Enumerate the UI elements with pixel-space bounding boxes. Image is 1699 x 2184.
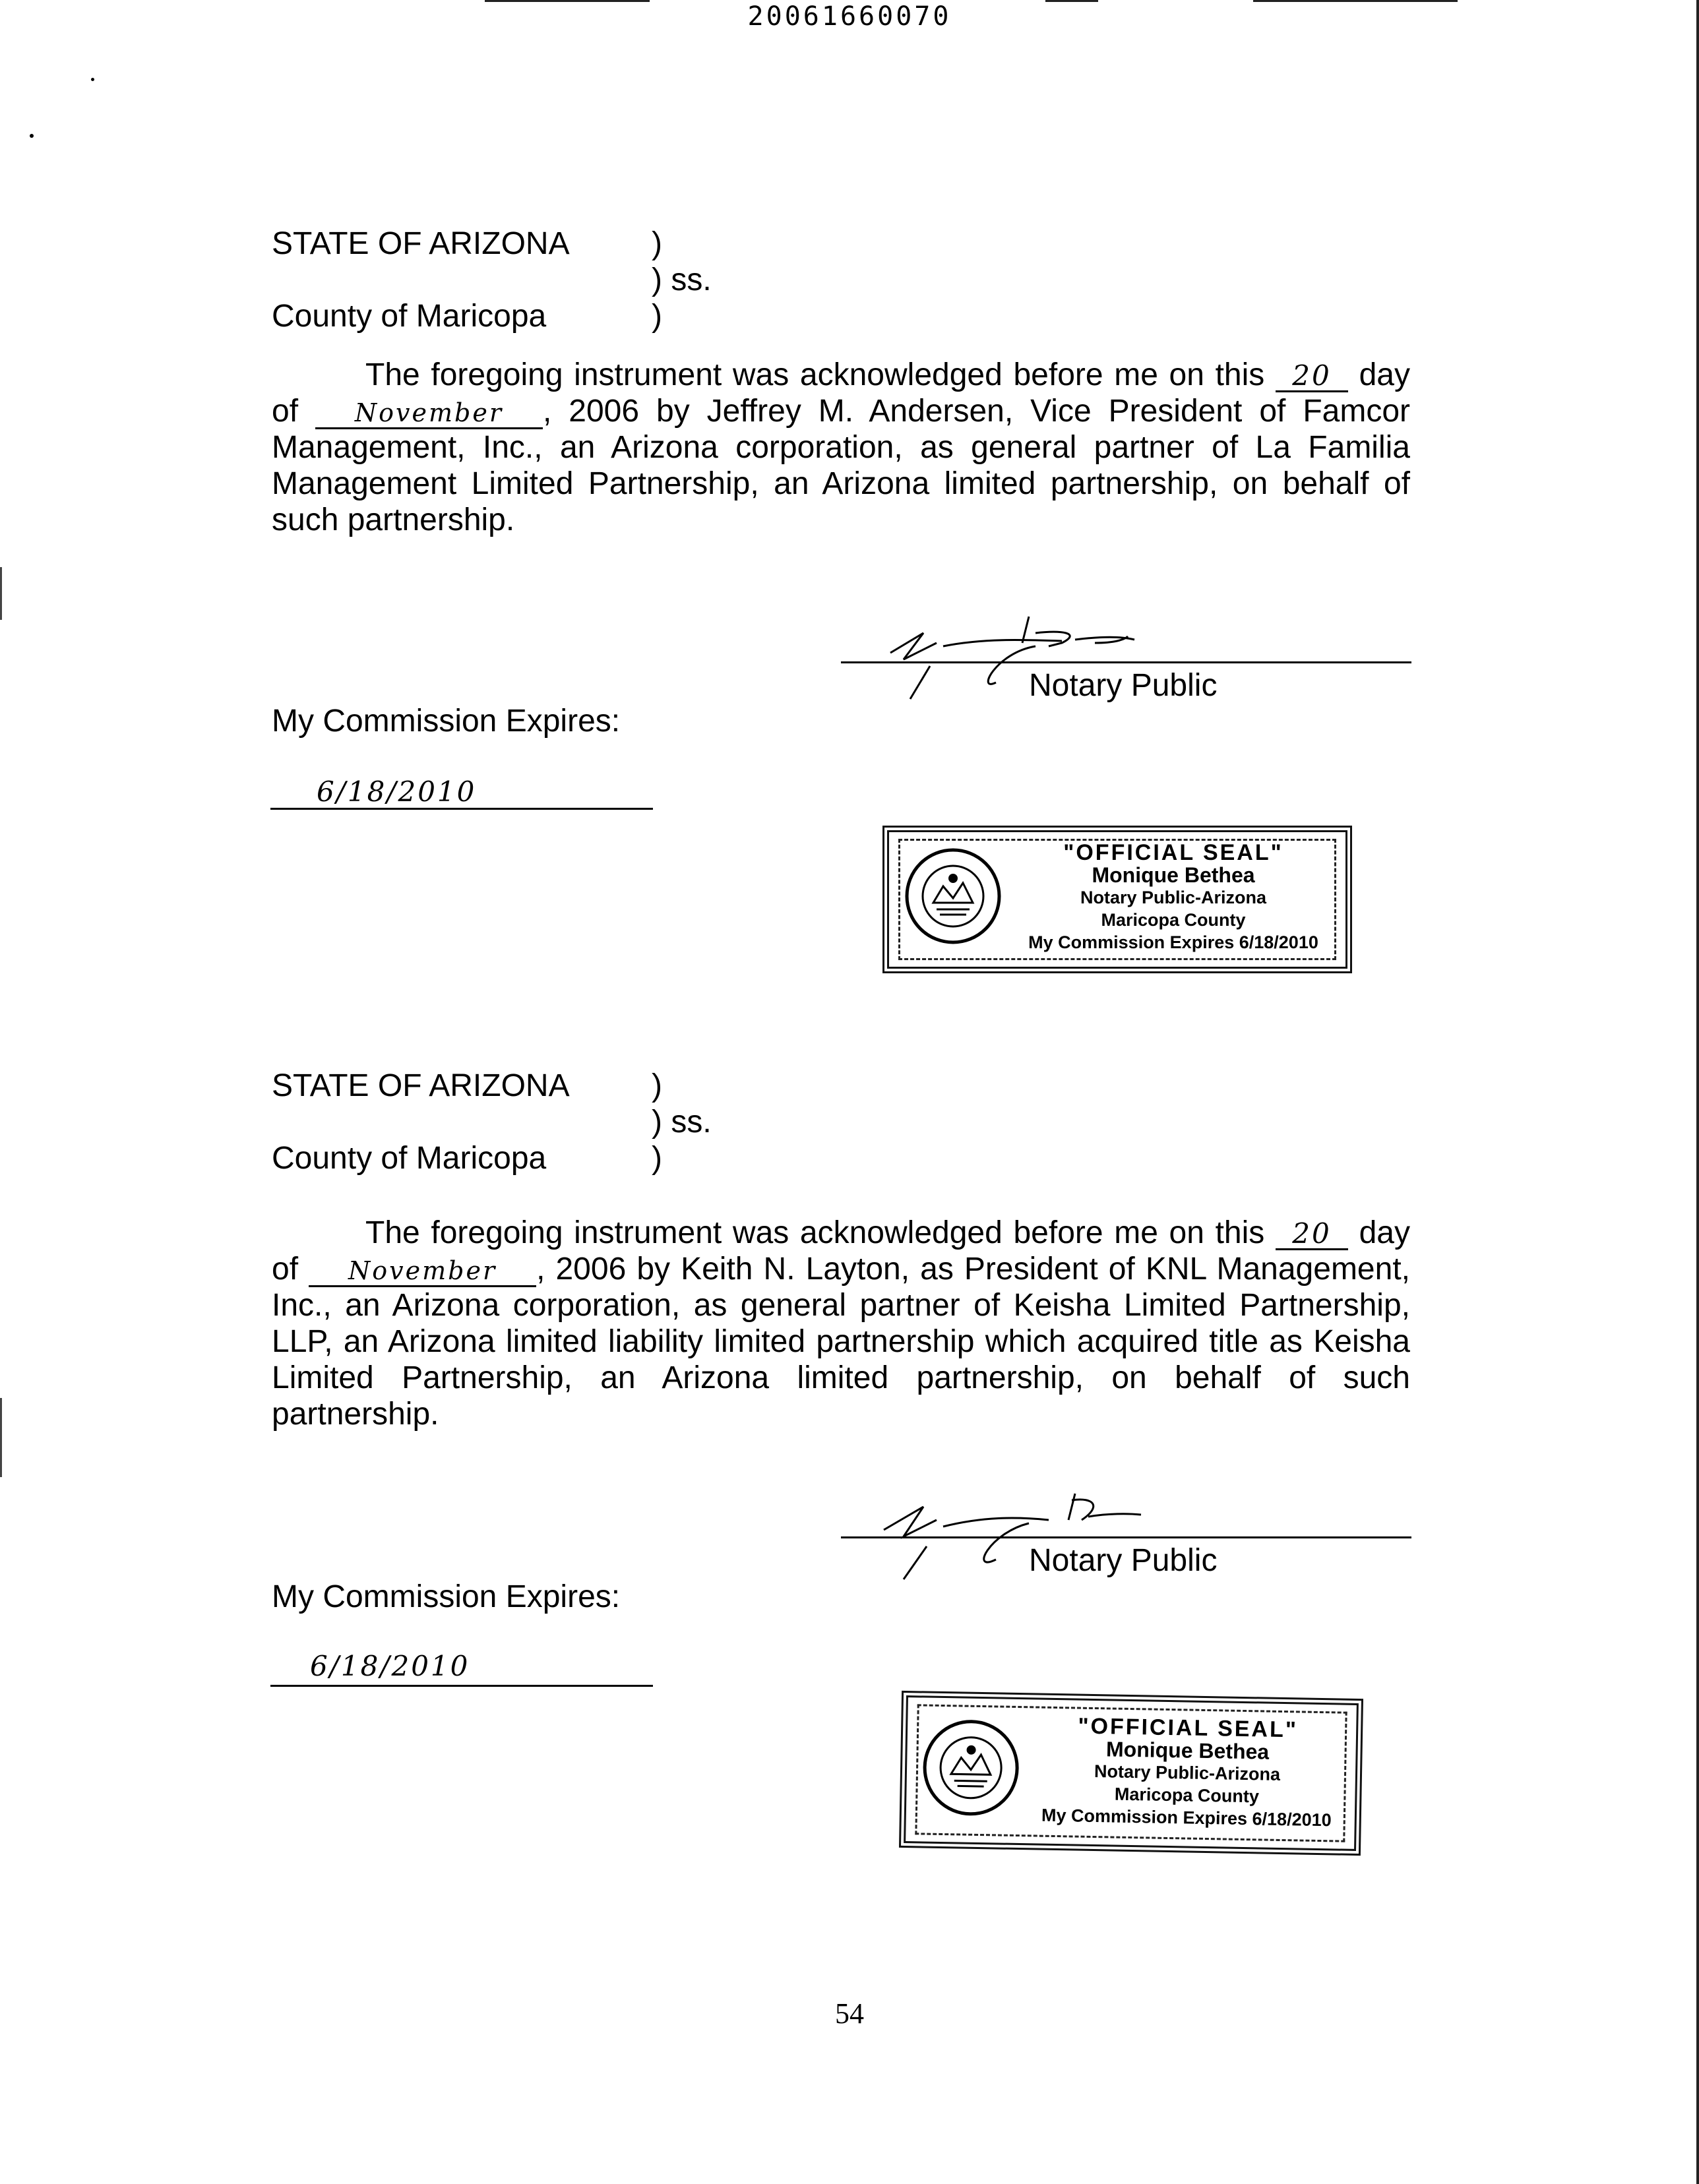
venue-paren: ) — [652, 299, 662, 334]
seal-text — [1032, 1714, 1344, 1831]
seal-expiration: My Commission Expires 6/18/2010 — [1041, 1805, 1332, 1831]
venue-county: County of Maricopa — [272, 1141, 547, 1176]
seal-title: "OFFICIAL SEAL" — [1063, 840, 1283, 865]
seal-county: Maricopa County — [1101, 910, 1246, 930]
seal-county: Maricopa County — [1114, 1784, 1260, 1807]
state-seal-emblem — [921, 1717, 1022, 1818]
seal-notary-state: Notary Public-Arizona — [1080, 888, 1267, 907]
notary-public-label: Notary Public — [1029, 1543, 1218, 1578]
seal-title: "OFFICIAL SEAL" — [1078, 1713, 1299, 1743]
official-seal-stamp — [899, 1691, 1363, 1856]
state-seal-emblem — [904, 847, 1003, 946]
acknowledgment-paragraph — [272, 1215, 1410, 1432]
venue-paren: ) — [652, 226, 662, 261]
page-number: 54 — [835, 1997, 864, 2030]
scan-speck — [91, 78, 94, 81]
signature-line — [841, 1536, 1411, 1538]
month-handwritten: November — [309, 1256, 536, 1287]
day-handwritten: 20 — [1276, 361, 1348, 392]
scan-edge-mark — [0, 567, 2, 620]
venue-state: STATE OF ARIZONA — [272, 226, 570, 261]
commission-expires-label: My Commission Expires: — [272, 704, 621, 739]
seal-text — [1014, 841, 1332, 954]
scan-speck — [30, 134, 34, 138]
venue-state: STATE OF ARIZONA — [272, 1068, 570, 1103]
acknowledgment-paragraph — [272, 357, 1410, 538]
venue-ss: ) ss. — [652, 1105, 712, 1139]
commission-date-handwritten: 6/18/2010 — [317, 775, 477, 808]
ack-text-body: , 2006 by Keith N. Layton, as President of KNL Management, Inc., an Arizona corporation, as general partner of Keisha Limited Partnership, LLP, an Arizona limited liability limited partnership which acquired title as Keisha Limited Partnership, an Arizona limited partnership, on behalf of such partnership. — [272, 1252, 1410, 1432]
day-handwritten: 20 — [1276, 1219, 1348, 1250]
ack-text-dayof: day of — [272, 1215, 1410, 1287]
signature-line — [841, 661, 1411, 663]
ack-text-dayof: day of — [272, 357, 1410, 429]
notary-signature — [864, 607, 1313, 725]
scan-edge-mark — [0, 1398, 2, 1477]
venue-paren: ) — [652, 1141, 662, 1176]
document-number: 20061660070 — [747, 1, 952, 32]
ack-text-lead: The foregoing instrument was acknowledged before me on this — [365, 357, 1265, 392]
notary-public-label: Notary Public — [1029, 668, 1218, 703]
ack-text-body: , 2006 by Jeffrey M. Andersen, Vice President of Famcor Management, Inc., an Arizona corporation, as general partner of La Familia Management Limited Partnership, an Arizona limited partnership, on behalf of such partnership. — [272, 394, 1410, 537]
seal-notary-state: Notary Public-Arizona — [1094, 1761, 1281, 1784]
ack-text-lead: The foregoing instrument was acknowledged before me on this — [365, 1215, 1265, 1250]
venue-paren: ) — [652, 1068, 662, 1103]
notary-signature — [864, 1480, 1313, 1599]
seal-notary-name: Monique Bethea — [1092, 863, 1255, 887]
commission-expires-label: My Commission Expires: — [272, 1579, 621, 1614]
seal-expiration: My Commission Expires 6/18/2010 — [1028, 932, 1318, 952]
official-seal-stamp — [882, 826, 1352, 973]
venue-county: County of Maricopa — [272, 299, 547, 334]
month-handwritten: November — [315, 398, 543, 429]
commission-date-line — [270, 808, 653, 810]
venue-ss: ) ss. — [652, 262, 712, 297]
commission-date-handwritten: 6/18/2010 — [310, 1650, 470, 1682]
seal-notary-name: Monique Bethea — [1105, 1737, 1270, 1764]
commission-date-line — [270, 1685, 653, 1687]
scan-edge — [1696, 0, 1699, 2184]
